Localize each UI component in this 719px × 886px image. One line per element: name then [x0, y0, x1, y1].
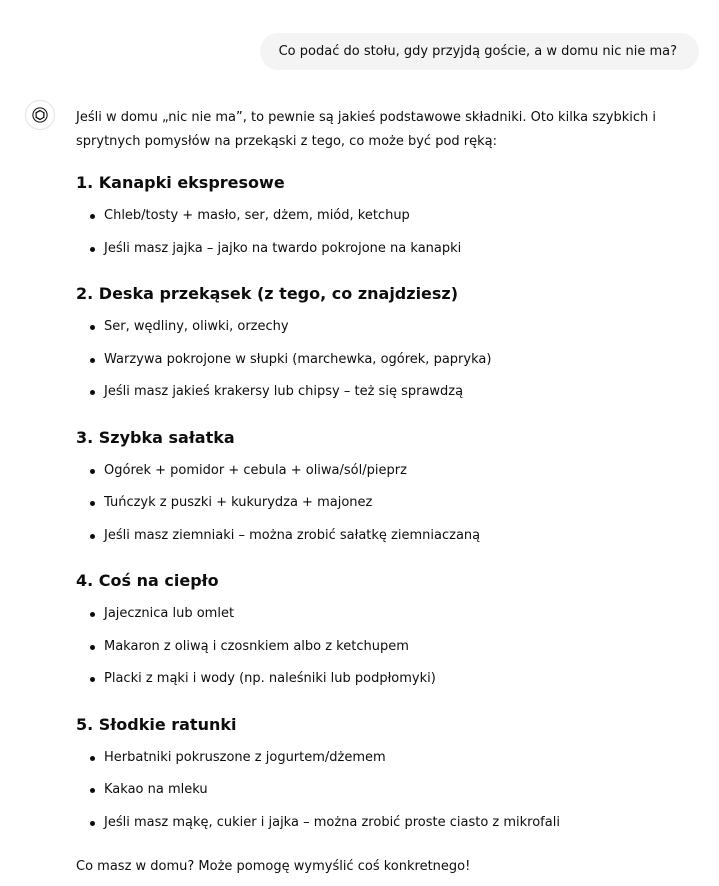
bullet-dot	[90, 788, 95, 793]
bullet-dot	[90, 821, 95, 826]
bullet-list	[76, 200, 696, 265]
list-item-text: Placki z mąki i wody (np. naleśniki lub podpłomyki)	[104, 671, 436, 686]
bullet-dot	[90, 612, 95, 617]
bullet-list	[76, 311, 696, 409]
assistant-message	[76, 106, 696, 879]
list-item-text: Jeśli masz mąkę, cukier i jajka – można zrobić proste ciasto z mikrofali	[104, 814, 560, 830]
list-item	[76, 774, 696, 807]
section-slodkie-ratunki	[76, 714, 696, 840]
list-item	[76, 520, 696, 553]
section-heading: 3. Szybka sałatka	[76, 427, 235, 447]
section-kanapki	[76, 172, 696, 265]
bullet-dot	[90, 325, 95, 330]
bullet-dot	[90, 534, 95, 539]
bullet-list	[76, 598, 696, 696]
list-item-text: Herbatniki pokruszone z jogurtem/dżemem	[104, 749, 386, 765]
bullet-dot	[90, 214, 95, 219]
list-item	[76, 598, 696, 631]
list-item	[76, 807, 696, 840]
assistant-avatar	[25, 100, 55, 130]
list-item	[76, 487, 696, 520]
list-item	[76, 376, 696, 409]
list-item-text: Warzywa pokrojone w słupki (marchewka, ogórek, papryka)	[104, 351, 492, 367]
bullet-dot	[90, 390, 95, 395]
bullet-dot	[90, 358, 95, 363]
bullet-dot	[90, 247, 95, 252]
bullet-dot	[90, 645, 95, 650]
assistant-outro: Co masz w domu? Może pomogę wymyślić coś konkretnego!	[76, 859, 471, 874]
list-item	[76, 344, 696, 377]
list-item	[76, 455, 696, 488]
list-item-text: Ogórek + pomidor + cebula + oliwa/sól/pieprz	[104, 462, 407, 478]
list-item	[76, 663, 696, 696]
list-item-text: Jeśli masz jakieś krakersy lub chipsy – też się sprawdzą	[104, 384, 464, 399]
list-item	[76, 311, 696, 344]
list-item-text: Jeśli masz ziemniaki – można zrobić sałatkę ziemniaczaną	[104, 527, 481, 543]
section-na-cieplo	[76, 570, 696, 696]
bullet-dot	[90, 677, 95, 682]
list-item-text: Kakao na mleku	[104, 782, 208, 797]
list-item	[76, 200, 696, 233]
bullet-list	[76, 742, 696, 840]
section-deska-przekasek	[76, 283, 696, 409]
section-heading: 4. Coś na ciepło	[76, 571, 219, 590]
list-item	[76, 742, 696, 775]
list-item-text: Chleb/tosty + masło, ser, dżem, miód, ketchup	[104, 208, 410, 223]
user-message-bubble: Co podać do stołu, gdy przyjdą goście, a w domu nic nie ma?	[260, 33, 699, 70]
list-item	[76, 631, 696, 664]
assistant-intro: Jeśli w domu „nic nie ma”, to pewnie są jakieś podstawowe składniki. Oto kilka szybkich i sprytnych pomysłów na przekąski z tego, co może być pod ręką:	[76, 110, 657, 149]
section-salatka	[76, 427, 696, 553]
bullet-dot	[90, 469, 95, 474]
list-item-text: Jeśli masz jajka – jajko na twardo pokrojone na kanapki	[104, 240, 462, 256]
bullet-list	[76, 455, 696, 553]
list-item-text: Ser, wędliny, oliwki, orzechy	[104, 319, 289, 334]
section-heading: 2. Deska przekąsek (z tego, co znajdziesz)	[76, 284, 459, 303]
list-item-text: Tuńczyk z puszki + kukurydza + majonez	[104, 495, 373, 510]
list-item-text: Jajecznica lub omlet	[104, 606, 235, 621]
list-item-text: Makaron z oliwą i czosnkiem albo z ketchupem	[104, 638, 409, 654]
section-heading: 1. Kanapki ekspresowe	[76, 173, 285, 192]
openai-logo-icon	[31, 106, 49, 124]
section-heading: 5. Słodkie ratunki	[76, 714, 237, 734]
bullet-dot	[90, 501, 95, 506]
bullet-dot	[90, 756, 95, 761]
list-item	[76, 233, 696, 266]
